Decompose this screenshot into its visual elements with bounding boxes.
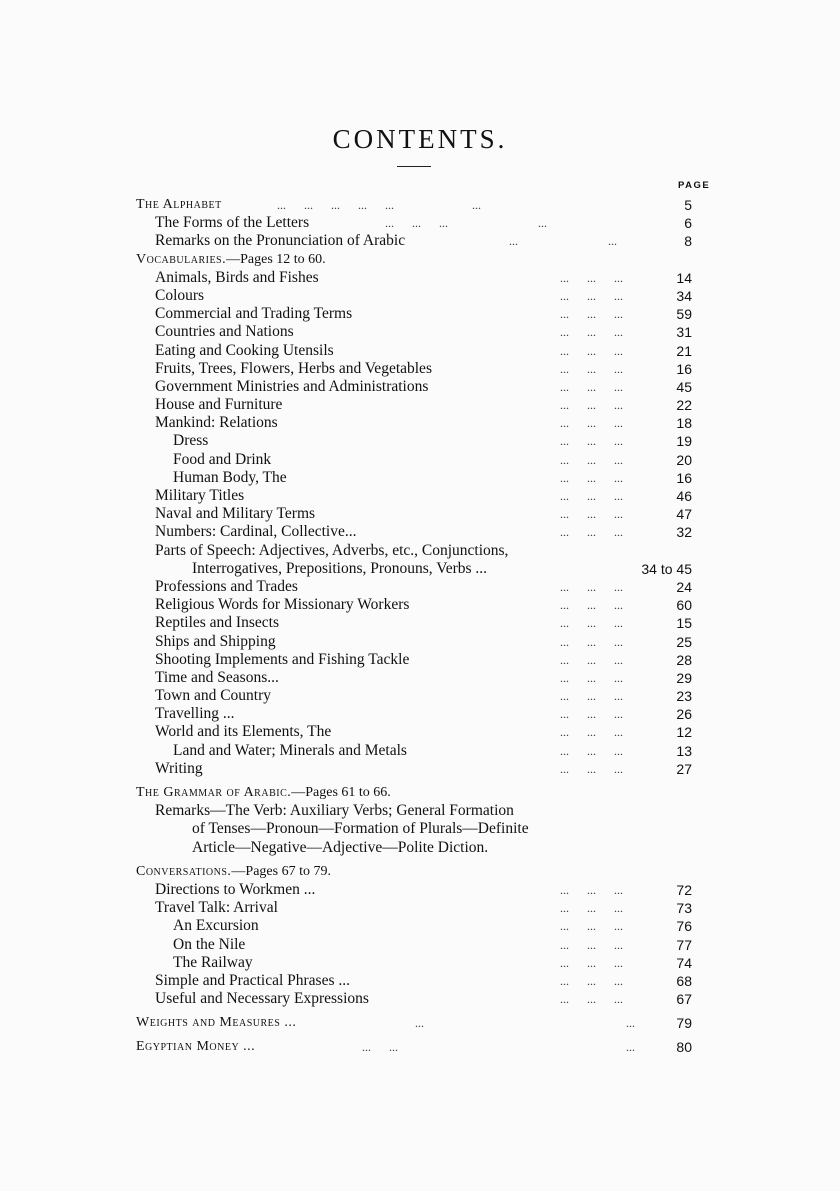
leader-dots: ... ... ... bbox=[560, 634, 623, 649]
toc-entry[interactable] bbox=[0, 633, 840, 651]
table-of-contents bbox=[0, 196, 840, 1057]
page-number: 28 bbox=[676, 651, 692, 668]
toc-section-conversations[interactable] bbox=[0, 863, 840, 881]
leader-dots: ... ... ... bbox=[560, 919, 623, 934]
page-number: 74 bbox=[676, 954, 692, 971]
entry-label: Simple and Practical Phrases ... bbox=[155, 971, 350, 989]
toc-entry[interactable] bbox=[0, 881, 840, 899]
entry-label: Countries and Nations bbox=[155, 323, 294, 341]
page-number: 19 bbox=[676, 433, 692, 450]
entry-label: Time and Seasons... bbox=[155, 668, 279, 686]
toc-section-alphabet[interactable] bbox=[0, 196, 840, 214]
page-number: 72 bbox=[676, 881, 692, 898]
entry-label: Human Body, The bbox=[173, 468, 287, 486]
page-number: 60 bbox=[676, 597, 692, 614]
section-heading: Weights and Measures ... bbox=[136, 1015, 297, 1031]
leader-dots: ... ... ... bbox=[560, 707, 623, 722]
entry-label: Directions to Workmen ... bbox=[155, 880, 316, 898]
entry-label: Interrogatives, Prepositions, Pronouns, Verbs ... bbox=[192, 559, 488, 577]
toc-entry[interactable] bbox=[0, 899, 840, 917]
page-number: 18 bbox=[676, 415, 692, 432]
page-number: 15 bbox=[676, 615, 692, 632]
toc-section-money[interactable] bbox=[0, 1038, 840, 1056]
entry-label: Commercial and Trading Terms bbox=[155, 305, 353, 323]
toc-entry[interactable] bbox=[0, 651, 840, 669]
vocabulary-entries bbox=[0, 269, 840, 778]
leader-dots: ... ... ... bbox=[560, 489, 623, 503]
toc-section-weights[interactable] bbox=[0, 1014, 840, 1032]
toc-entry[interactable] bbox=[0, 505, 840, 523]
entry-label: Professions and Trades bbox=[155, 577, 298, 595]
toc-entry[interactable] bbox=[0, 432, 840, 450]
page-title: CONTENTS. bbox=[332, 124, 508, 154]
leader-dots: ... ... ... bbox=[560, 725, 623, 740]
page-number: 24 bbox=[676, 578, 692, 595]
entry-label: Writing bbox=[155, 759, 203, 777]
toc-entry[interactable] bbox=[0, 578, 840, 596]
leader-dots: ... ... ... bbox=[560, 761, 623, 776]
toc-entry[interactable] bbox=[0, 596, 840, 614]
page-number: 46 bbox=[676, 488, 692, 504]
leader-dots: ... ... ... bbox=[560, 598, 623, 613]
entry-label: Fruits, Trees, Flowers, Herbs and Vegetables bbox=[155, 359, 432, 377]
toc-entry[interactable] bbox=[0, 360, 840, 378]
page-number: 21 bbox=[676, 342, 692, 359]
leader-dots: ... ... bbox=[362, 1040, 398, 1055]
entry-label: World and its Elements, The bbox=[155, 723, 332, 741]
toc-entry[interactable] bbox=[0, 323, 840, 341]
leader-dots: ... ... ... bbox=[560, 343, 623, 358]
leader-dots: ... ... ... ... bbox=[385, 216, 547, 231]
entry-label: Religious Words for Missionary Workers bbox=[155, 596, 410, 614]
toc-entry[interactable] bbox=[0, 305, 840, 323]
page-column-label: PAGE bbox=[678, 180, 711, 191]
page-number: 79 bbox=[676, 1015, 692, 1032]
leader-dots: ... ... ... bbox=[560, 992, 623, 1007]
section-note: —Pages 12 to 60. bbox=[226, 251, 326, 267]
toc-entry[interactable] bbox=[0, 469, 840, 487]
leader-dots: ... ... ... bbox=[560, 434, 623, 449]
toc-entry[interactable] bbox=[0, 342, 840, 360]
entry-label: Mankind: Relations bbox=[155, 414, 278, 432]
entry-label: Eating and Cooking Utensils bbox=[155, 341, 334, 359]
entry-label: The Forms of the Letters bbox=[155, 214, 310, 232]
page-number: 22 bbox=[676, 397, 692, 414]
page-number: 8 bbox=[684, 233, 692, 250]
leader-dots: ... bbox=[415, 1016, 424, 1031]
entry-label: Military Titles bbox=[155, 487, 245, 504]
section-note: —Pages 61 to 66. bbox=[291, 785, 391, 800]
page-number: 23 bbox=[676, 688, 692, 705]
page-number: 59 bbox=[676, 306, 692, 323]
entry-label: Numbers: Cardinal, Collective... bbox=[155, 523, 357, 541]
page-number: 31 bbox=[676, 324, 692, 341]
page-number: 67 bbox=[676, 991, 692, 1008]
entry-label: Travelling ... bbox=[155, 705, 235, 723]
page-number: 26 bbox=[676, 706, 692, 723]
entry-label: Government Ministries and Administrations bbox=[155, 377, 429, 395]
leader-dots: ... ... ... bbox=[560, 325, 623, 340]
page-number: 16 bbox=[676, 360, 692, 377]
entry-label: Shooting Implements and Fishing Tackle bbox=[155, 650, 410, 668]
leader-dots: ... ... ... bbox=[560, 361, 623, 376]
toc-entry[interactable] bbox=[0, 287, 840, 305]
toc-section-vocabularies[interactable] bbox=[0, 251, 840, 269]
page-number: 45 bbox=[676, 378, 692, 395]
entry-label: Town and Country bbox=[155, 687, 272, 705]
page-number: 73 bbox=[676, 900, 692, 917]
toc-entry[interactable] bbox=[0, 378, 840, 396]
entry-label: Useful and Necessary Expressions bbox=[155, 990, 369, 1008]
entry-label: Colours bbox=[155, 286, 205, 304]
page-number: 68 bbox=[676, 972, 692, 989]
page-number: 25 bbox=[676, 633, 692, 650]
leader-dots: ... ... ... bbox=[560, 937, 623, 952]
leader-dots: ... ... ... bbox=[560, 955, 623, 970]
leader-dots: ... ... ... bbox=[560, 470, 623, 485]
leader-dots: ... ... ... bbox=[560, 525, 623, 540]
entry-label: Animals, Birds and Fishes bbox=[155, 268, 319, 286]
leader-dots: ... ... bbox=[509, 234, 617, 249]
page-number: 20 bbox=[676, 451, 692, 468]
toc-entry[interactable] bbox=[0, 269, 840, 287]
leader-dots: ... bbox=[626, 1016, 635, 1031]
leader-dots: ... ... ... bbox=[560, 579, 623, 594]
leader-dots: ... ... ... bbox=[560, 973, 623, 988]
page-number: 34 to 45 bbox=[641, 560, 692, 577]
section-heading: Conversations. bbox=[136, 863, 232, 879]
toc-entry[interactable] bbox=[0, 687, 840, 705]
entry-label: Land and Water; Minerals and Metals bbox=[173, 741, 407, 759]
page-number: 80 bbox=[676, 1039, 692, 1056]
grammar-remarks-line: Article—Negative—Adjective—Polite Diction. bbox=[192, 838, 489, 856]
leader-dots: ... ... ... bbox=[560, 288, 623, 303]
entry-label: House and Furniture bbox=[155, 396, 283, 414]
entry-label: Reptiles and Insects bbox=[155, 614, 279, 632]
entry-label: On the Nile bbox=[173, 935, 246, 953]
toc-entry-continuation[interactable] bbox=[0, 560, 840, 578]
page-number: 5 bbox=[684, 197, 692, 213]
toc-entry[interactable] bbox=[0, 669, 840, 687]
toc-entry[interactable] bbox=[0, 451, 840, 469]
entry-label: Dress bbox=[173, 432, 209, 450]
entry-label: Ships and Shipping bbox=[155, 632, 276, 650]
toc-section-grammar[interactable] bbox=[0, 784, 840, 802]
page-number: 47 bbox=[676, 506, 692, 523]
page-number: 77 bbox=[676, 936, 692, 953]
toc-entry[interactable] bbox=[0, 742, 840, 760]
page-number: 76 bbox=[676, 918, 692, 935]
section-heading: Vocabularies. bbox=[136, 251, 227, 267]
toc-entry[interactable] bbox=[0, 990, 840, 1008]
leader-dots: ... ... ... bbox=[560, 670, 623, 685]
toc-entry[interactable] bbox=[0, 487, 840, 505]
leader-dots: ... ... ... bbox=[560, 307, 623, 322]
toc-entry[interactable] bbox=[0, 917, 840, 935]
leader-dots: ... ... ... ... ... ... bbox=[277, 198, 481, 212]
leader-dots: ... ... ... bbox=[560, 616, 623, 631]
conversation-entries bbox=[0, 881, 840, 1008]
toc-entry[interactable] bbox=[0, 414, 840, 432]
title-rule bbox=[397, 166, 431, 167]
toc-entry[interactable] bbox=[0, 936, 840, 954]
leader-dots: ... ... ... bbox=[560, 398, 623, 413]
toc-entry[interactable] bbox=[0, 396, 840, 414]
toc-entry[interactable] bbox=[0, 723, 840, 741]
toc-entry[interactable] bbox=[0, 954, 840, 972]
toc-entry[interactable] bbox=[0, 523, 840, 541]
leader-dots: ... ... ... bbox=[560, 743, 623, 758]
page-number: 6 bbox=[684, 215, 692, 232]
toc-entry[interactable] bbox=[0, 972, 840, 990]
page-number: 14 bbox=[676, 269, 692, 286]
toc-entry[interactable] bbox=[0, 214, 840, 232]
leader-dots: ... ... ... bbox=[560, 379, 623, 394]
toc-entry[interactable] bbox=[0, 760, 840, 778]
entry-label: The Railway bbox=[173, 953, 253, 971]
leader-dots: ... ... ... bbox=[560, 270, 623, 285]
leader-dots: ... ... ... bbox=[560, 507, 623, 522]
page-number: 27 bbox=[676, 760, 692, 777]
grammar-remarks-line: of Tenses—Pronoun—Formation of Plurals—Definite bbox=[192, 820, 529, 838]
page-number: 12 bbox=[676, 724, 692, 741]
entry-label: Naval and Military Terms bbox=[155, 505, 316, 523]
leader-dots: ... ... ... bbox=[560, 882, 623, 897]
section-heading: Egyptian Money ... bbox=[136, 1039, 256, 1055]
leader-dots: ... ... ... bbox=[560, 652, 623, 667]
toc-entry[interactable] bbox=[0, 705, 840, 723]
page-number: 16 bbox=[676, 469, 692, 486]
page-number: 29 bbox=[676, 669, 692, 686]
toc-entry[interactable] bbox=[0, 614, 840, 632]
section-note: —Pages 67 to 79. bbox=[231, 863, 331, 879]
page-number: 13 bbox=[676, 742, 692, 759]
leader-dots: ... ... ... bbox=[560, 452, 623, 467]
leader-dots: ... ... ... bbox=[560, 901, 623, 916]
leader-dots: ... ... ... bbox=[560, 416, 623, 431]
grammar-remarks-line: Remarks—The Verb: Auxiliary Verbs; General Formation bbox=[155, 802, 514, 820]
entry-label: Parts of Speech: Adjectives, Adverbs, etc., Conjunctions, bbox=[155, 541, 509, 559]
entry-label: Travel Talk: Arrival bbox=[155, 899, 278, 917]
leader-dots: ... ... ... bbox=[560, 689, 623, 704]
section-heading: The Grammar of Arabic. bbox=[136, 785, 292, 800]
leader-dots: ... bbox=[626, 1040, 635, 1055]
entry-label: Remarks on the Pronunciation of Arabic bbox=[155, 232, 406, 250]
toc-entry[interactable] bbox=[0, 542, 840, 560]
section-heading: The Alphabet bbox=[136, 197, 222, 212]
toc-entry[interactable] bbox=[0, 232, 840, 250]
page-number: 32 bbox=[676, 524, 692, 541]
page-number: 34 bbox=[676, 287, 692, 304]
entry-label: Food and Drink bbox=[173, 450, 272, 468]
entry-label: An Excursion bbox=[173, 917, 259, 935]
